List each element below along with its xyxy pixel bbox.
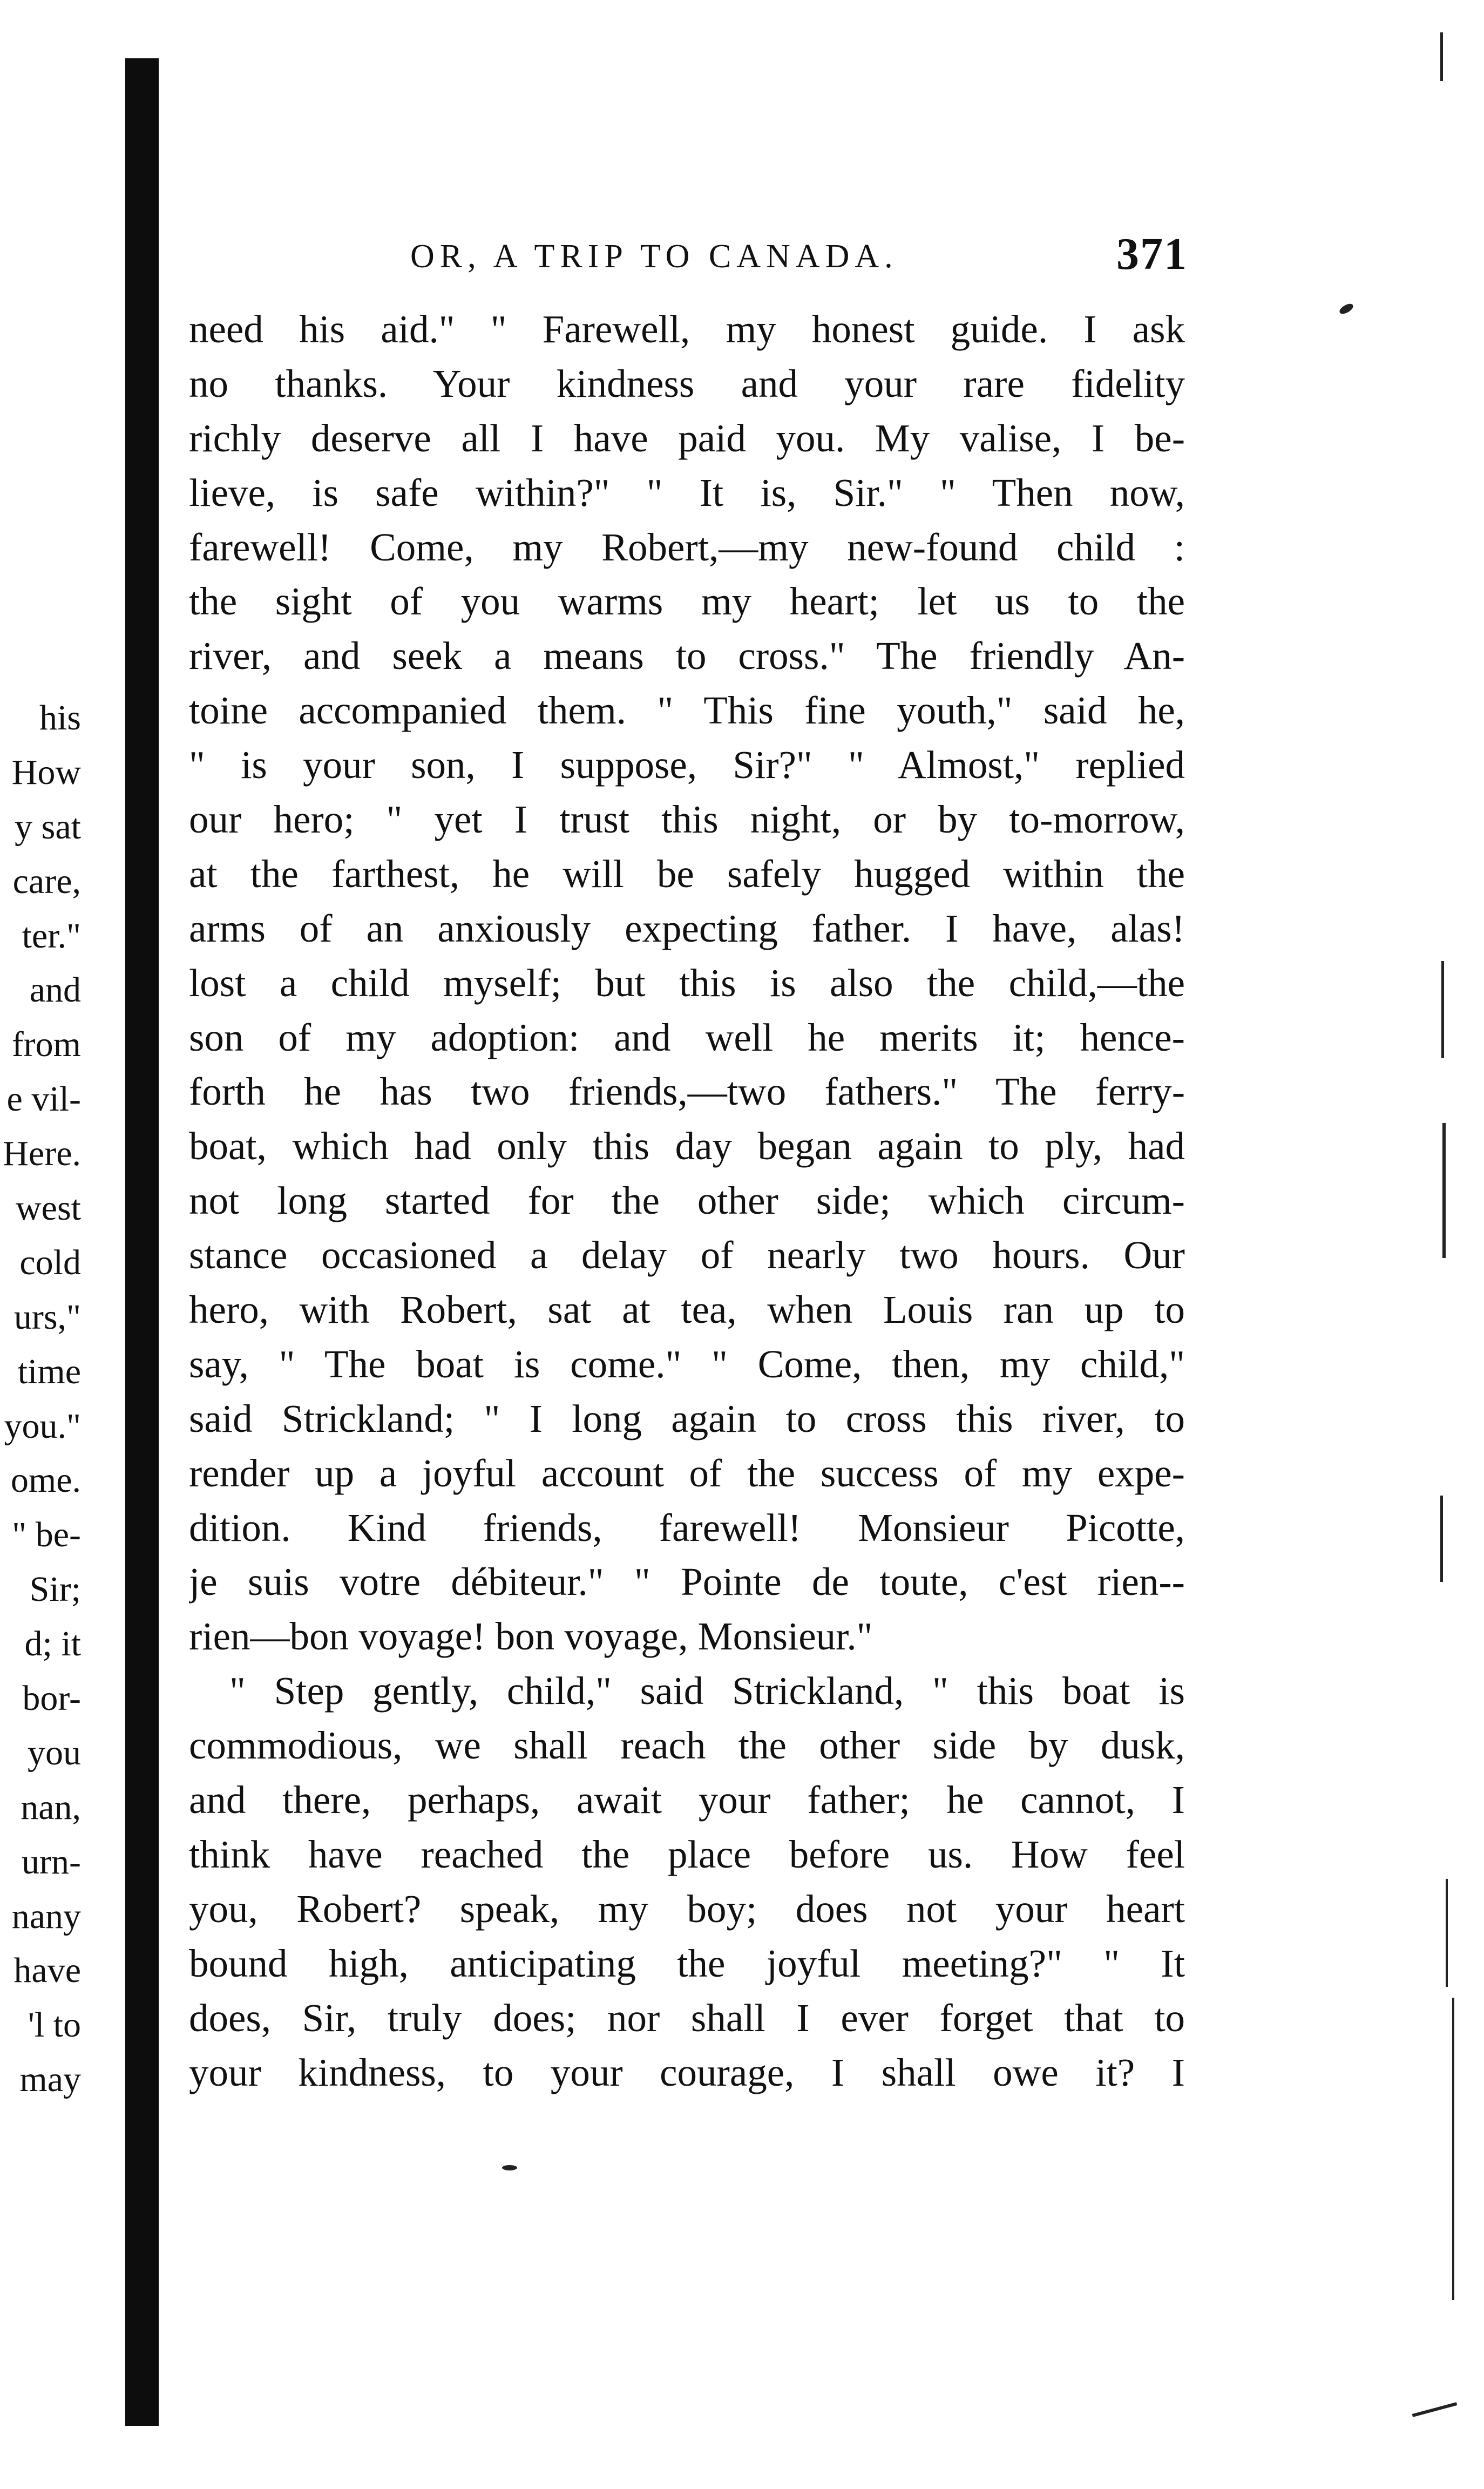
text-line: at the farthest, he will be safely hugged within the bbox=[189, 851, 1185, 896]
fragment-line: nan, bbox=[21, 1787, 81, 1827]
text-line: toine accompanied them. " This fine youth," said he, bbox=[189, 688, 1185, 733]
fragment-line: you bbox=[28, 1733, 81, 1773]
text-line: our hero; " yet I trust this night, or by to-morrow, bbox=[189, 797, 1185, 842]
page-number: 371 bbox=[1116, 229, 1188, 279]
scan-mark bbox=[1440, 32, 1443, 81]
text-line: you, Robert? speak, my boy; does not your heart bbox=[189, 1886, 1185, 1931]
text-line: lieve, is safe within?" " It is, Sir." " Then now, bbox=[189, 470, 1185, 515]
text-line: bound high, anticipating the joyful meeting?" " It bbox=[189, 1941, 1185, 1985]
scan-mark bbox=[1442, 1123, 1446, 1258]
fragment-line: urs," bbox=[13, 1297, 81, 1337]
text-line: the sight of you warms my heart; let us to the bbox=[189, 579, 1185, 624]
text-line: say, " The boat is come." " Come, then, my child," bbox=[189, 1342, 1185, 1386]
binding-gutter bbox=[125, 58, 159, 2426]
opposite-page-fragments bbox=[0, 691, 81, 2107]
scan-mark bbox=[1338, 302, 1354, 316]
running-header bbox=[410, 228, 1188, 279]
fragment-line: Sir; bbox=[29, 1570, 81, 1609]
fragment-line: may bbox=[19, 2060, 81, 2100]
fragment-line: urn- bbox=[22, 1842, 81, 1882]
body-text bbox=[189, 302, 1185, 2100]
fragment-line: e vil- bbox=[6, 1079, 81, 1119]
running-title: OR, A TRIP TO CANADA. bbox=[410, 238, 898, 275]
fragment-line: Here. bbox=[3, 1134, 81, 1174]
text-line: your kindness, to your courage, I shall owe it? I bbox=[189, 2050, 1185, 2094]
fragment-line: bor- bbox=[22, 1679, 81, 1719]
fragment-line: ter." bbox=[22, 916, 81, 956]
text-line: said Strickland; " I long again to cross this river, to bbox=[189, 1396, 1185, 1440]
fragment-line: 'l to bbox=[28, 2005, 81, 2045]
text-line: " is your son, I suppose, Sir?" " Almost," replied bbox=[189, 743, 1185, 787]
text-line: richly deserve all I have paid you. My valise, I be- bbox=[189, 416, 1185, 460]
text-line: farewell! Come, my Robert,—my new-found child : bbox=[189, 525, 1185, 569]
text-line: je suis votre débiteur." " Pointe de toute, c'est rien-- bbox=[189, 1560, 1185, 1604]
text-line: does, Sir, truly does; nor shall I ever forget that to bbox=[189, 1996, 1185, 2040]
scan-mark bbox=[1452, 1998, 1454, 2300]
fragment-line: How bbox=[11, 752, 81, 792]
fragment-line: ome. bbox=[10, 1460, 81, 1500]
text-line: dition. Kind friends, farewell! Monsieur Picotte, bbox=[189, 1505, 1185, 1550]
fragment-line: " be- bbox=[12, 1515, 81, 1555]
fragment-line: cold bbox=[19, 1242, 81, 1282]
scan-mark bbox=[1412, 2402, 1458, 2417]
fragment-line: have bbox=[13, 1951, 81, 1991]
fragment-line: d; it bbox=[24, 1624, 81, 1664]
text-line: render up a joyful account of the success of my expe- bbox=[189, 1451, 1185, 1495]
fragment-line: his bbox=[39, 698, 81, 738]
text-line: and there, perhaps, await your father; he cannot, I bbox=[189, 1778, 1185, 1822]
fragment-line: time bbox=[17, 1351, 81, 1391]
text-line: stance occasioned a delay of nearly two hours. Our bbox=[189, 1233, 1185, 1277]
text-line: arms of an anxiously expecting father. I have, alas! bbox=[189, 906, 1185, 950]
text-line: not long started for the other side; which circum- bbox=[189, 1179, 1185, 1223]
text-line: need his aid." " Farewell, my honest guide. I ask bbox=[189, 307, 1185, 351]
fragment-line: and bbox=[29, 970, 81, 1010]
fragment-line: you." bbox=[4, 1406, 81, 1446]
text-line: " Step gently, child," said Strickland, " this boat is bbox=[229, 1669, 1185, 1713]
fragment-line: from bbox=[11, 1025, 81, 1065]
scan-mark bbox=[1446, 1879, 1448, 1987]
text-line: lost a child myself; but this is also the child,—the bbox=[189, 961, 1185, 1005]
text-line: no thanks. Your kindness and your rare fidelity bbox=[189, 361, 1185, 405]
text-line: boat, which had only this day began again to ply, had bbox=[189, 1124, 1185, 1168]
fragment-line: west bbox=[16, 1188, 81, 1228]
fragment-line: care, bbox=[12, 861, 81, 901]
text-line: commodious, we shall reach the other side by dusk, bbox=[189, 1723, 1185, 1768]
scan-mark bbox=[1440, 1496, 1443, 1582]
fragment-line: nany bbox=[11, 1896, 81, 1936]
text-line: son of my adoption: and well he merits it; hence- bbox=[189, 1015, 1185, 1059]
text-line: river, and seek a means to cross." The friendly An- bbox=[189, 634, 1185, 678]
scan-mark bbox=[1441, 961, 1444, 1058]
text-line: think have reached the place before us. How feel bbox=[189, 1832, 1185, 1876]
text-line: forth he has two friends,—two fathers." The ferry- bbox=[189, 1070, 1185, 1114]
scan-mark bbox=[502, 2165, 517, 2170]
text-line: hero, with Robert, sat at tea, when Louis ran up to bbox=[189, 1288, 1185, 1332]
fragment-line: y sat bbox=[15, 807, 81, 847]
text-line: rien—bon voyage! bon voyage, Monsieur." bbox=[189, 1614, 873, 1659]
